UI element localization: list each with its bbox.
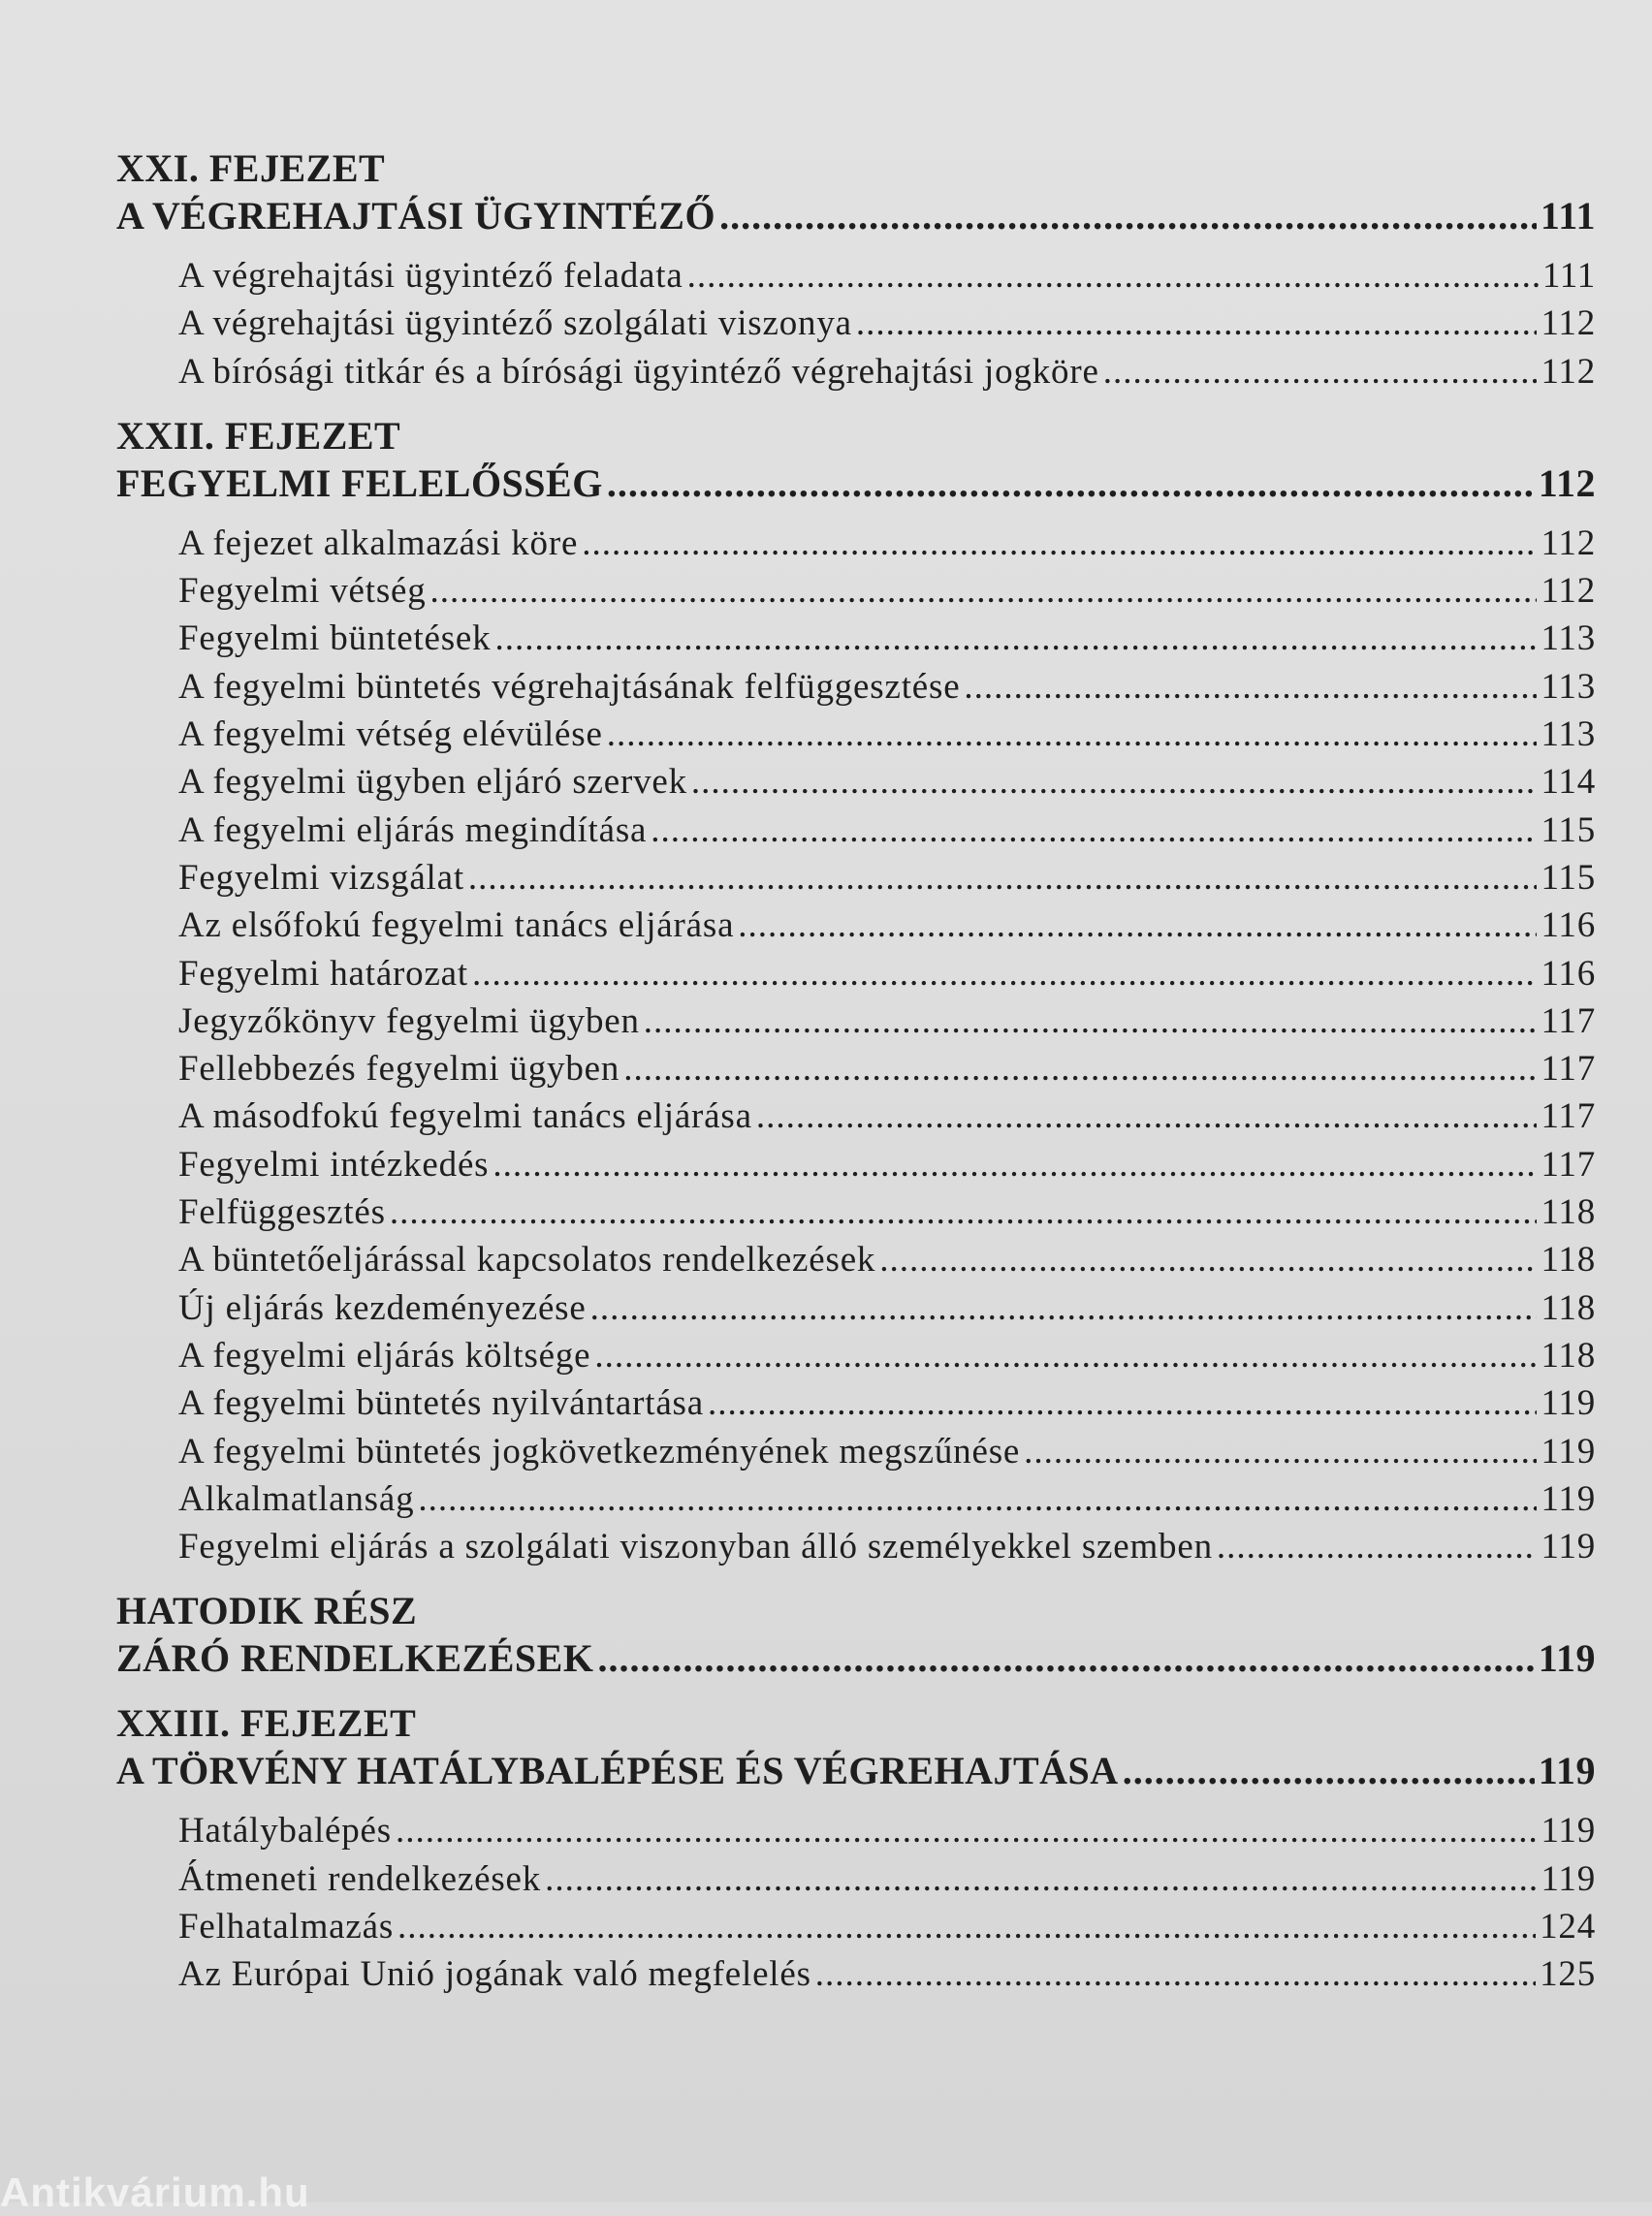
entry-title: A végrehajtási ügyintéző feladata	[178, 256, 683, 296]
dot-leader	[1024, 1428, 1537, 1475]
toc-section	[116, 1588, 1596, 1683]
dot-leader	[687, 252, 1539, 300]
chapter-label: XXIII. FEJEZET	[116, 1701, 417, 1746]
entry-title: Fegyelmi vétség	[178, 571, 427, 612]
dot-leader	[623, 1045, 1537, 1092]
toc-entry	[178, 567, 1596, 615]
entry-title: Az elsőfokú fegyelmi tanács eljárása	[178, 905, 735, 946]
dot-leader	[607, 711, 1538, 758]
entry-page-number: 119	[1541, 1527, 1596, 1567]
toc-entry	[178, 1475, 1596, 1523]
toc-entry	[178, 854, 1596, 902]
entry-page-number: 125	[1540, 1954, 1596, 1995]
toc-entry	[178, 615, 1596, 662]
toc-entry	[178, 807, 1596, 854]
entry-title: Fegyelmi intézkedés	[178, 1144, 490, 1185]
toc-entry	[178, 1428, 1596, 1475]
entry-list	[116, 252, 1596, 396]
entry-page-number: 115	[1541, 809, 1596, 850]
chapter-title: A VÉGREHAJTÁSI ÜGYINTÉZŐ	[116, 194, 716, 237]
chapter-page-number: 112	[1538, 460, 1596, 505]
chapter-label: HATODIK RÉSZ	[116, 1589, 418, 1633]
entry-page-number: 119	[1541, 1858, 1596, 1899]
dot-leader	[644, 997, 1538, 1045]
entry-title: Fegyelmi eljárás a szolgálati viszonyban álló személyekkel szemben	[178, 1527, 1213, 1567]
entry-title: Hatálybalépés	[178, 1811, 392, 1852]
chapter-title-row	[116, 192, 1596, 240]
entry-title: Fegyelmi büntetések	[178, 618, 492, 659]
entry-title: A fegyelmi vétség elévülése	[178, 714, 603, 755]
table-of-contents	[116, 145, 1596, 2016]
toc-entry	[178, 711, 1596, 758]
chapter-title: A TÖRVÉNY HATÁLYBALÉPÉSE ÉS VÉGREHAJTÁSA	[116, 1749, 1119, 1793]
entry-page-number: 118	[1541, 1287, 1596, 1328]
entry-page-number: 112	[1541, 303, 1596, 344]
entry-title: Felhatalmazás	[178, 1907, 395, 1947]
entry-page-number: 112	[1541, 522, 1596, 563]
entry-title: A büntetőeljárással kapcsolatos rendelkezések	[178, 1240, 876, 1281]
watermark: Antikvárium.hu	[0, 2169, 310, 2215]
entry-page-number: 124	[1540, 1907, 1596, 1947]
dot-leader	[879, 1236, 1537, 1283]
toc-entry	[178, 1141, 1596, 1188]
dot-leader	[418, 1475, 1537, 1523]
toc-section	[116, 145, 1596, 396]
entry-title: Fegyelmi határozat	[178, 953, 468, 994]
toc-entry	[178, 997, 1596, 1045]
entry-title: A fegyelmi büntetés végrehajtásának felfüggesztése	[178, 666, 961, 707]
chapter-page-number: 119	[1538, 1749, 1596, 1793]
entry-title: Új eljárás kezdeményezése	[178, 1287, 587, 1328]
toc-entry	[178, 1807, 1596, 1854]
entry-title: A másodfokú fegyelmi tanács eljárása	[178, 1096, 752, 1137]
entry-title: A bírósági titkár és a bírósági ügyintéző végrehajtási jogköre	[178, 351, 1099, 392]
entry-page-number: 112	[1541, 351, 1596, 392]
dot-leader	[815, 1950, 1536, 1998]
entry-page-number: 119	[1541, 1478, 1596, 1519]
entry-title: Alkalmatlanság	[178, 1478, 415, 1519]
dot-leader	[468, 854, 1538, 902]
entry-page-number: 117	[1541, 1000, 1596, 1041]
entry-title: Fegyelmi vizsgálat	[178, 857, 464, 898]
toc-entry	[178, 348, 1596, 396]
dot-leader	[607, 459, 1535, 508]
entry-list	[116, 520, 1596, 1571]
chapter-page-number: 119	[1538, 1636, 1596, 1681]
entry-page-number: 111	[1541, 256, 1596, 296]
entry-page-number: 119	[1541, 1431, 1596, 1472]
chapter-title-row	[116, 1747, 1596, 1795]
dot-leader	[430, 567, 1538, 615]
toc-entry	[178, 950, 1596, 997]
dot-leader	[397, 1903, 1536, 1950]
dot-leader	[708, 1379, 1538, 1427]
dot-leader	[582, 520, 1537, 567]
entry-page-number: 113	[1541, 666, 1596, 707]
dot-leader	[597, 1634, 1534, 1683]
toc-section	[116, 413, 1596, 1571]
dot-leader	[1217, 1523, 1538, 1570]
dot-leader	[590, 1284, 1538, 1332]
entry-title: Az Európai Unió jogának való megfelelés	[178, 1954, 811, 1995]
entry-page-number: 118	[1541, 1240, 1596, 1281]
toc-section	[116, 1700, 1596, 1998]
entry-page-number: 119	[1541, 1383, 1596, 1424]
entry-title: Fellebbezés fegyelmi ügyben	[178, 1049, 620, 1090]
entry-title: Átmeneti rendelkezések	[178, 1858, 542, 1899]
entry-title: A fejezet alkalmazási köre	[178, 522, 579, 563]
toc-entry	[178, 300, 1596, 347]
dot-leader	[472, 950, 1537, 997]
dot-leader	[719, 192, 1537, 240]
chapter-title: FEGYELMI FELELŐSSÉG	[116, 460, 603, 505]
entry-title: A fegyelmi büntetés jogkövetkezményének megszűnése	[178, 1431, 1021, 1472]
dot-leader	[390, 1188, 1538, 1236]
chapter-title: ZÁRÓ RENDELKEZÉSEK	[116, 1636, 594, 1681]
dot-leader	[738, 902, 1537, 949]
dot-leader	[1103, 348, 1538, 396]
dot-leader	[594, 1332, 1537, 1379]
toc-entry	[178, 1188, 1596, 1236]
entry-page-number: 112	[1541, 571, 1596, 612]
entry-page-number: 117	[1541, 1049, 1596, 1090]
entry-page-number: 115	[1541, 857, 1596, 898]
chapter-label: XXII. FEJEZET	[116, 413, 401, 458]
toc-entry	[178, 1523, 1596, 1570]
dot-leader	[756, 1092, 1538, 1140]
toc-entry	[178, 1855, 1596, 1903]
entry-title: A fegyelmi büntetés nyilvántartása	[178, 1383, 704, 1424]
entry-page-number: 119	[1541, 1811, 1596, 1852]
entry-page-number: 118	[1541, 1335, 1596, 1376]
toc-entry	[178, 1379, 1596, 1427]
entry-page-number: 113	[1541, 714, 1596, 755]
dot-leader	[964, 663, 1537, 711]
toc-entry	[178, 520, 1596, 567]
dot-leader	[492, 1141, 1537, 1188]
chapter-page-number: 111	[1540, 194, 1596, 237]
toc-entry	[178, 252, 1596, 300]
dot-leader	[545, 1855, 1537, 1903]
dot-leader	[856, 300, 1538, 347]
entry-page-number: 117	[1541, 1096, 1596, 1137]
toc-entry	[178, 1045, 1596, 1092]
entry-title: A fegyelmi eljárás költsége	[178, 1335, 591, 1376]
toc-entry	[178, 758, 1596, 806]
entry-title: A fegyelmi ügyben eljáró szervek	[178, 762, 687, 803]
toc-entry	[178, 902, 1596, 949]
entry-title: Jegyzőkönyv fegyelmi ügyben	[178, 1000, 640, 1041]
toc-entry	[178, 1950, 1596, 1998]
toc-entry	[178, 1903, 1596, 1950]
entry-page-number: 116	[1541, 953, 1596, 994]
dot-leader	[494, 615, 1537, 662]
toc-entry	[178, 1332, 1596, 1379]
dot-leader	[1123, 1747, 1535, 1795]
chapter-title-row	[116, 459, 1596, 508]
dot-leader	[651, 807, 1537, 854]
entry-title: Felfüggesztés	[178, 1192, 386, 1233]
toc-entry	[178, 1236, 1596, 1283]
entry-page-number: 113	[1541, 618, 1596, 659]
toc-entry	[178, 1092, 1596, 1140]
chapter-label: XXI. FEJEZET	[116, 146, 386, 190]
dot-leader	[691, 758, 1538, 806]
entry-page-number: 114	[1541, 762, 1596, 803]
entry-title: A végrehajtási ügyintéző szolgálati viszonya	[178, 303, 852, 344]
entry-page-number: 117	[1541, 1144, 1596, 1185]
entry-page-number: 116	[1541, 905, 1596, 946]
entry-title: A fegyelmi eljárás megindítása	[178, 809, 648, 850]
entry-list	[116, 1807, 1596, 1998]
entry-page-number: 118	[1541, 1192, 1596, 1233]
dot-leader	[396, 1807, 1537, 1854]
toc-entry	[178, 1284, 1596, 1332]
toc-entry	[178, 663, 1596, 711]
chapter-title-row	[116, 1634, 1596, 1683]
